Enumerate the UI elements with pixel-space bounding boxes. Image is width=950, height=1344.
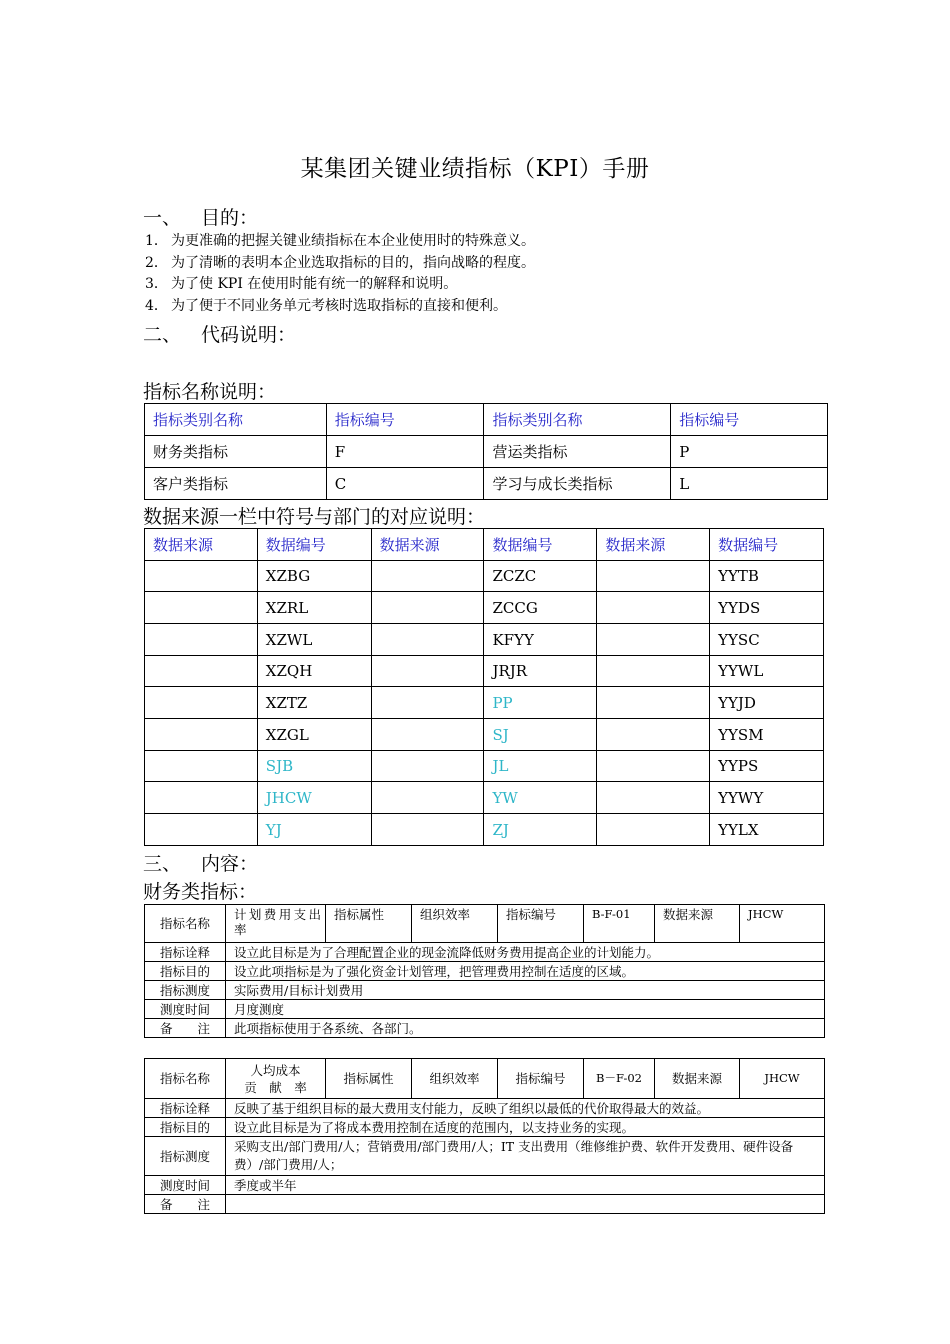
table-cell: 季度或半年: [226, 1176, 825, 1195]
table-cell: [597, 719, 710, 751]
table-cell: 设立此目标是为了将成本费用控制在适度的范围内，以支持业务的实现。: [226, 1118, 825, 1137]
data-sources-table: [144, 528, 824, 846]
table-cell: [597, 782, 710, 814]
table-cell: YYPS: [710, 751, 824, 782]
table-cell: XZRL: [257, 592, 371, 624]
table-cell: [371, 624, 484, 656]
kpi-code: B-F-01: [584, 905, 655, 943]
kpi-table-2: [144, 1058, 825, 1214]
table-header-row: [145, 529, 824, 561]
table-cell: 指标诠释: [145, 1099, 226, 1118]
table-cell: YYJD: [710, 687, 824, 719]
kpi-table-1: [144, 904, 825, 1038]
table-cell: YYDS: [710, 592, 824, 624]
kpi-code: B－F-02: [584, 1059, 655, 1099]
section-3-number: 三、: [143, 853, 182, 875]
header-cell: 指标编号: [326, 404, 484, 436]
kpi-source-label: 数据来源: [655, 1059, 740, 1099]
table-cell: [371, 782, 484, 814]
table-cell: XZGL: [257, 719, 371, 751]
table-cell: 设立此项指标是为了强化资金计划管理，把管理费用控制在适度的区域。: [226, 962, 825, 981]
table-cell: JL: [484, 751, 597, 782]
table-cell: YYSC: [710, 624, 824, 656]
table-cell: 测度时间: [145, 1176, 226, 1195]
kpi-measure-row: [145, 981, 825, 1000]
table-cell: YYSM: [710, 719, 824, 751]
header-cell: 指标类别名称: [145, 404, 327, 436]
header-cell: 数据编号: [257, 529, 371, 561]
table-cell: 财务类指标: [145, 436, 327, 468]
table-cell: [371, 687, 484, 719]
table-cell: SJ: [484, 719, 597, 751]
table-cell: C: [326, 468, 484, 500]
finance-heading: 财务类指标：: [143, 881, 258, 903]
kpi-name: 计划费用支出率: [226, 905, 326, 943]
table-cell: [597, 656, 710, 687]
table-row: [145, 561, 824, 592]
table-cell: 指标测度: [145, 981, 226, 1000]
section-1-title: 目的：: [201, 207, 259, 229]
table-cell: [597, 751, 710, 782]
table-cell: [371, 561, 484, 592]
kpi-attr-label: 指标属性: [326, 905, 412, 943]
header-cell: 数据来源: [145, 529, 258, 561]
table-cell: 营运类指标: [484, 436, 671, 468]
table-cell: [371, 751, 484, 782]
table-row: [145, 592, 824, 624]
table-cell: YJ: [257, 814, 371, 846]
kpi-source-label: 数据来源: [655, 905, 740, 943]
table-cell: 反映了基于组织目标的最大费用支付能力，反映了组织以最低的代价取得最大的效益。: [226, 1099, 825, 1118]
table-row: [145, 782, 824, 814]
table-cell: YYLX: [710, 814, 824, 846]
kpi-attr: 组织效率: [412, 1059, 498, 1099]
table-cell: [145, 751, 258, 782]
section-1-number: 一、: [143, 207, 182, 229]
kpi-time-row: [145, 1176, 825, 1195]
kpi-name-line-2: 贡 献 率: [244, 1079, 307, 1095]
table-cell: YYWL: [710, 656, 824, 687]
purpose-item-3: 3． 为了使 KPI 在使用时能有统一的解释和说明。: [145, 276, 458, 292]
section-2-number: 二、: [143, 324, 182, 346]
table-cell: [145, 687, 258, 719]
table-cell: XZQH: [257, 656, 371, 687]
table-row: [145, 656, 824, 687]
kpi-purpose-row: [145, 1118, 825, 1137]
table-cell: JRJR: [484, 656, 597, 687]
kpi-explain-row: [145, 1099, 825, 1118]
kpi-code-label: 指标编号: [498, 905, 584, 943]
header-cell: 数据编号: [484, 529, 597, 561]
table-row: [145, 436, 828, 468]
kpi-header-row: [145, 905, 825, 943]
table-cell: L: [671, 468, 828, 500]
table-row: [145, 624, 824, 656]
kpi-name-line-1: 人均成本: [250, 1062, 301, 1078]
table-cell: [371, 814, 484, 846]
data-sources-heading: 数据来源一栏中符号与部门的对应说明：: [143, 506, 486, 528]
table-cell: YYWY: [710, 782, 824, 814]
purpose-item-2: 2． 为了清晰的表明本企业选取指标的目的，指向战略的程度。: [145, 255, 535, 271]
table-cell: 测度时间: [145, 1000, 226, 1019]
table-cell: YYTB: [710, 561, 824, 592]
index-names-heading: 指标名称说明：: [143, 381, 277, 403]
table-cell: SJB: [257, 751, 371, 782]
purpose-item-1: 1． 为更准确的把握关键业绩指标在本企业使用时的特殊意义。: [145, 233, 535, 249]
table-cell: 此项指标使用于各系统、各部门。: [226, 1019, 825, 1038]
kpi-note-row: [145, 1195, 825, 1214]
table-cell: [597, 561, 710, 592]
table-header-row: [145, 404, 828, 436]
kpi-attr: 组织效率: [412, 905, 498, 943]
kpi-code-label: 指标编号: [498, 1059, 584, 1099]
table-cell: 实际费用/目标计划费用: [226, 981, 825, 1000]
purpose-item-4: 4． 为了便于不同业务单元考核时选取指标的直接和便利。: [145, 298, 507, 314]
kpi-attr-label: 指标属性: [326, 1059, 412, 1099]
page-title: 某集团关键业绩指标（KPI）手册: [300, 156, 650, 182]
table-cell: [371, 719, 484, 751]
table-cell: [597, 814, 710, 846]
table-cell: [371, 656, 484, 687]
table-cell: P: [671, 436, 828, 468]
table-cell: JHCW: [257, 782, 371, 814]
table-cell: [597, 687, 710, 719]
section-1-heading: [143, 203, 258, 230]
kpi-measure-row: [145, 1137, 825, 1176]
table-cell: [145, 814, 258, 846]
section-2-title: 代码说明：: [201, 324, 297, 346]
kpi-explain-row: [145, 943, 825, 962]
table-cell: [145, 592, 258, 624]
table-cell: 备 注: [145, 1019, 226, 1038]
kpi-header-row: [145, 1059, 825, 1099]
table-cell: [145, 719, 258, 751]
header-cell: 数据来源: [371, 529, 484, 561]
table-cell: ZJ: [484, 814, 597, 846]
section-2-heading: [143, 320, 296, 347]
table-cell: [597, 624, 710, 656]
table-cell: 客户类指标: [145, 468, 327, 500]
table-cell: [145, 656, 258, 687]
table-cell: KFYY: [484, 624, 597, 656]
kpi-source: JHCW: [740, 905, 825, 943]
kpi-name-label: 指标名称: [145, 905, 226, 943]
table-cell: XZBG: [257, 561, 371, 592]
kpi-purpose-row: [145, 962, 825, 981]
kpi-name: [226, 1059, 326, 1099]
table-cell: [226, 1195, 825, 1214]
table-cell: 学习与成长类指标: [484, 468, 671, 500]
table-cell: [597, 592, 710, 624]
table-row: [145, 468, 828, 500]
table-cell: XZTZ: [257, 687, 371, 719]
header-cell: 指标编号: [671, 404, 828, 436]
table-cell: 指标诠释: [145, 943, 226, 962]
table-cell: 指标目的: [145, 962, 226, 981]
table-cell: ZCCG: [484, 592, 597, 624]
kpi-time-row: [145, 1000, 825, 1019]
header-cell: 数据编号: [710, 529, 824, 561]
section-3-heading: [143, 849, 258, 876]
table-cell: 备 注: [145, 1195, 226, 1214]
table-cell: 月度测度: [226, 1000, 825, 1019]
table-cell: [145, 782, 258, 814]
table-row: [145, 687, 824, 719]
header-cell: 指标类别名称: [484, 404, 671, 436]
table-cell: 采购支出/部门费用/人；营销费用/部门费用/人；IT 支出费用（维修维护费、软件开发费用、硬件设备费）/部门费用/人；: [226, 1137, 825, 1176]
table-cell: [145, 624, 258, 656]
kpi-note-row: [145, 1019, 825, 1038]
table-cell: [371, 592, 484, 624]
table-cell: PP: [484, 687, 597, 719]
table-row: [145, 751, 824, 782]
table-cell: YW: [484, 782, 597, 814]
kpi-source: JHCW: [740, 1059, 825, 1099]
table-row: [145, 719, 824, 751]
table-cell: 设立此目标是为了合理配置企业的现金流降低财务费用提高企业的计划能力。: [226, 943, 825, 962]
kpi-name-label: 指标名称: [145, 1059, 226, 1099]
table-row: [145, 814, 824, 846]
header-cell: 数据来源: [597, 529, 710, 561]
index-names-table: [144, 403, 828, 500]
table-cell: 指标目的: [145, 1118, 226, 1137]
table-cell: XZWL: [257, 624, 371, 656]
section-3-title: 内容：: [201, 853, 259, 875]
table-cell: [145, 561, 258, 592]
table-cell: ZCZC: [484, 561, 597, 592]
table-cell: F: [326, 436, 484, 468]
table-cell: 指标测度: [145, 1137, 226, 1176]
